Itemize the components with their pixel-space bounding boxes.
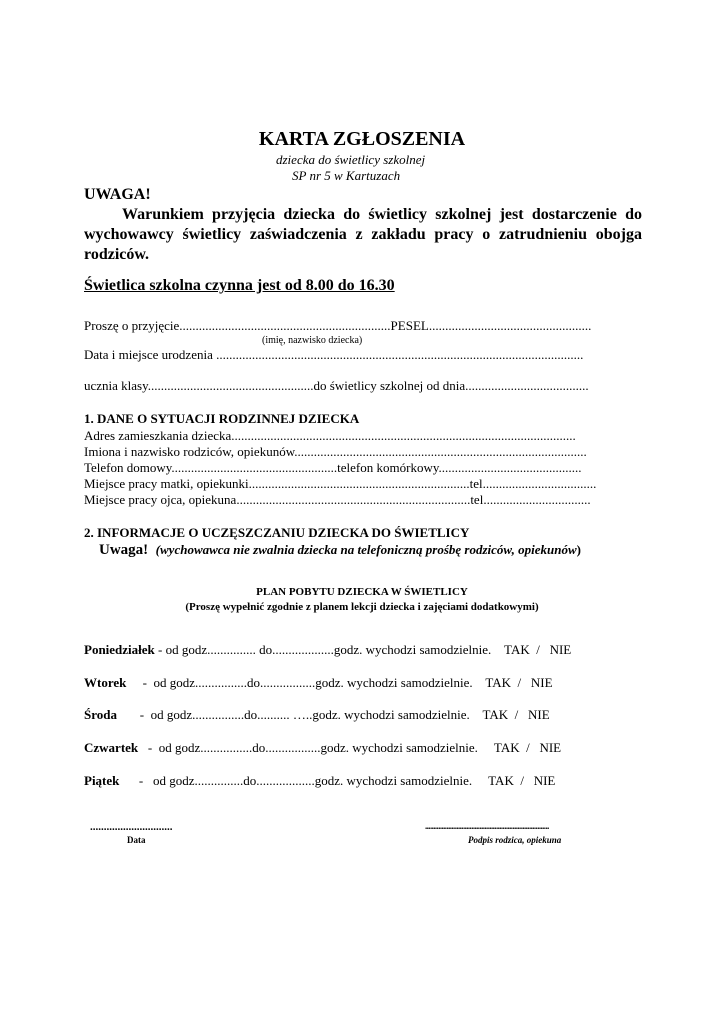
day-row-monday[interactable] bbox=[84, 642, 571, 658]
day-row-wednesday[interactable] bbox=[84, 707, 550, 723]
parent-signature-line[interactable]: ........................................................................... bbox=[425, 821, 549, 831]
day-label: Czwartek bbox=[84, 740, 139, 755]
day-details: - od godz................do.................godz. wychodzi samodzielnie. TAK / NIE bbox=[138, 740, 562, 755]
opening-hours: Świetlica szkolna czynna jest od 8.00 do 16.30 bbox=[84, 277, 395, 294]
birth-date-place-line[interactable]: Data i miejsce urodzenia ................................................................................................................. bbox=[84, 347, 584, 362]
warning-text: Warunkiem przyjęcia dziecka do świetlicy szkolnej jest dostarczenie do wychowawcy świetlicy zaświadczenia z zakładu pracy o zatrudnieniu obojga rodziców. bbox=[84, 206, 642, 263]
form-subtitle-1: dziecka do świetlicy szkolnej bbox=[276, 152, 426, 167]
form-title: KARTA ZGŁOSZENIA bbox=[258, 128, 466, 150]
pickup-note: Uwaga! (wychowawca nie zwalnia dziecka na telefoniczną prośbę rodziców, opiekunów) bbox=[99, 542, 581, 558]
day-details: - od godz............... do...................godz. wychodzi samodzielnie. TAK / NIE bbox=[154, 642, 572, 657]
day-row-thursday[interactable] bbox=[84, 740, 561, 756]
child-request-line[interactable]: Proszę o przyjęcie.................................................................PESEL.................................................. bbox=[84, 318, 592, 333]
day-details: - od godz................do.......... …..godz. wychodzi samodzielnie. TAK / NIE bbox=[117, 707, 550, 722]
phone-line[interactable]: Telefon domowy...................................................telefon komórkowy............................................ bbox=[84, 460, 582, 475]
pickup-note-label: Uwaga! bbox=[99, 542, 149, 558]
section-1-heading: 1. DANE O SYTUACJI RODZINNEJ DZIECKA bbox=[84, 411, 360, 426]
class-start-date-line[interactable]: ucznia klasy...................................................do świetlicy szkolnej od dnia...................................... bbox=[84, 378, 589, 393]
mother-work-line[interactable]: Miejsce pracy matki, opiekunki....................................................................tel................................... bbox=[84, 476, 597, 491]
warning-text-block bbox=[84, 205, 642, 265]
plan-title: PLAN POBYTU DZIECKA W ŚWIETLICY bbox=[256, 586, 468, 598]
day-label: Piątek bbox=[84, 773, 120, 788]
form-subtitle-2: SP nr 5 w Kartuzach bbox=[292, 168, 401, 183]
pickup-note-text: (wychowawca nie zwalnia dziecka na telefoniczną prośbę rodziców, opiekunów bbox=[155, 542, 577, 557]
warning-label: UWAGA! bbox=[84, 186, 151, 203]
day-label: Poniedziałek bbox=[84, 642, 155, 657]
day-row-friday[interactable] bbox=[84, 773, 555, 789]
date-label: Data bbox=[127, 835, 146, 845]
day-row-tuesday[interactable] bbox=[84, 675, 553, 691]
day-label: Wtorek bbox=[84, 675, 127, 690]
father-work-line[interactable]: Miejsce pracy ojca, opiekuna........................................................................tel................................. bbox=[84, 492, 591, 507]
section-2-heading: 2. INFORMACJE O UCZĘSZCZANIU DZIECKA DO ŚWIETLICY bbox=[84, 525, 470, 540]
parent-signature-label: Podpis rodzica, opiekuna bbox=[468, 835, 562, 845]
day-details: - od godz................do.................godz. wychodzi samodzielnie. TAK / NIE bbox=[126, 675, 553, 690]
date-signature-line[interactable]: .............................. bbox=[90, 821, 173, 833]
child-name-hint: (imię, nazwisko dziecka) bbox=[262, 335, 363, 346]
plan-subtitle: (Proszę wypełnić zgodnie z planem lekcji dziecka i zajęciami dodatkowymi) bbox=[185, 601, 539, 613]
parents-names-line[interactable]: Imiona i nazwisko rodziców, opiekunów.......................................................................................... bbox=[84, 444, 587, 459]
address-line[interactable]: Adres zamieszkania dziecka.......................................................................................................... bbox=[84, 428, 576, 443]
day-details: - od godz...............do..................godz. wychodzi samodzielnie. TAK / NIE bbox=[119, 773, 556, 788]
day-label: Środa bbox=[84, 707, 117, 722]
